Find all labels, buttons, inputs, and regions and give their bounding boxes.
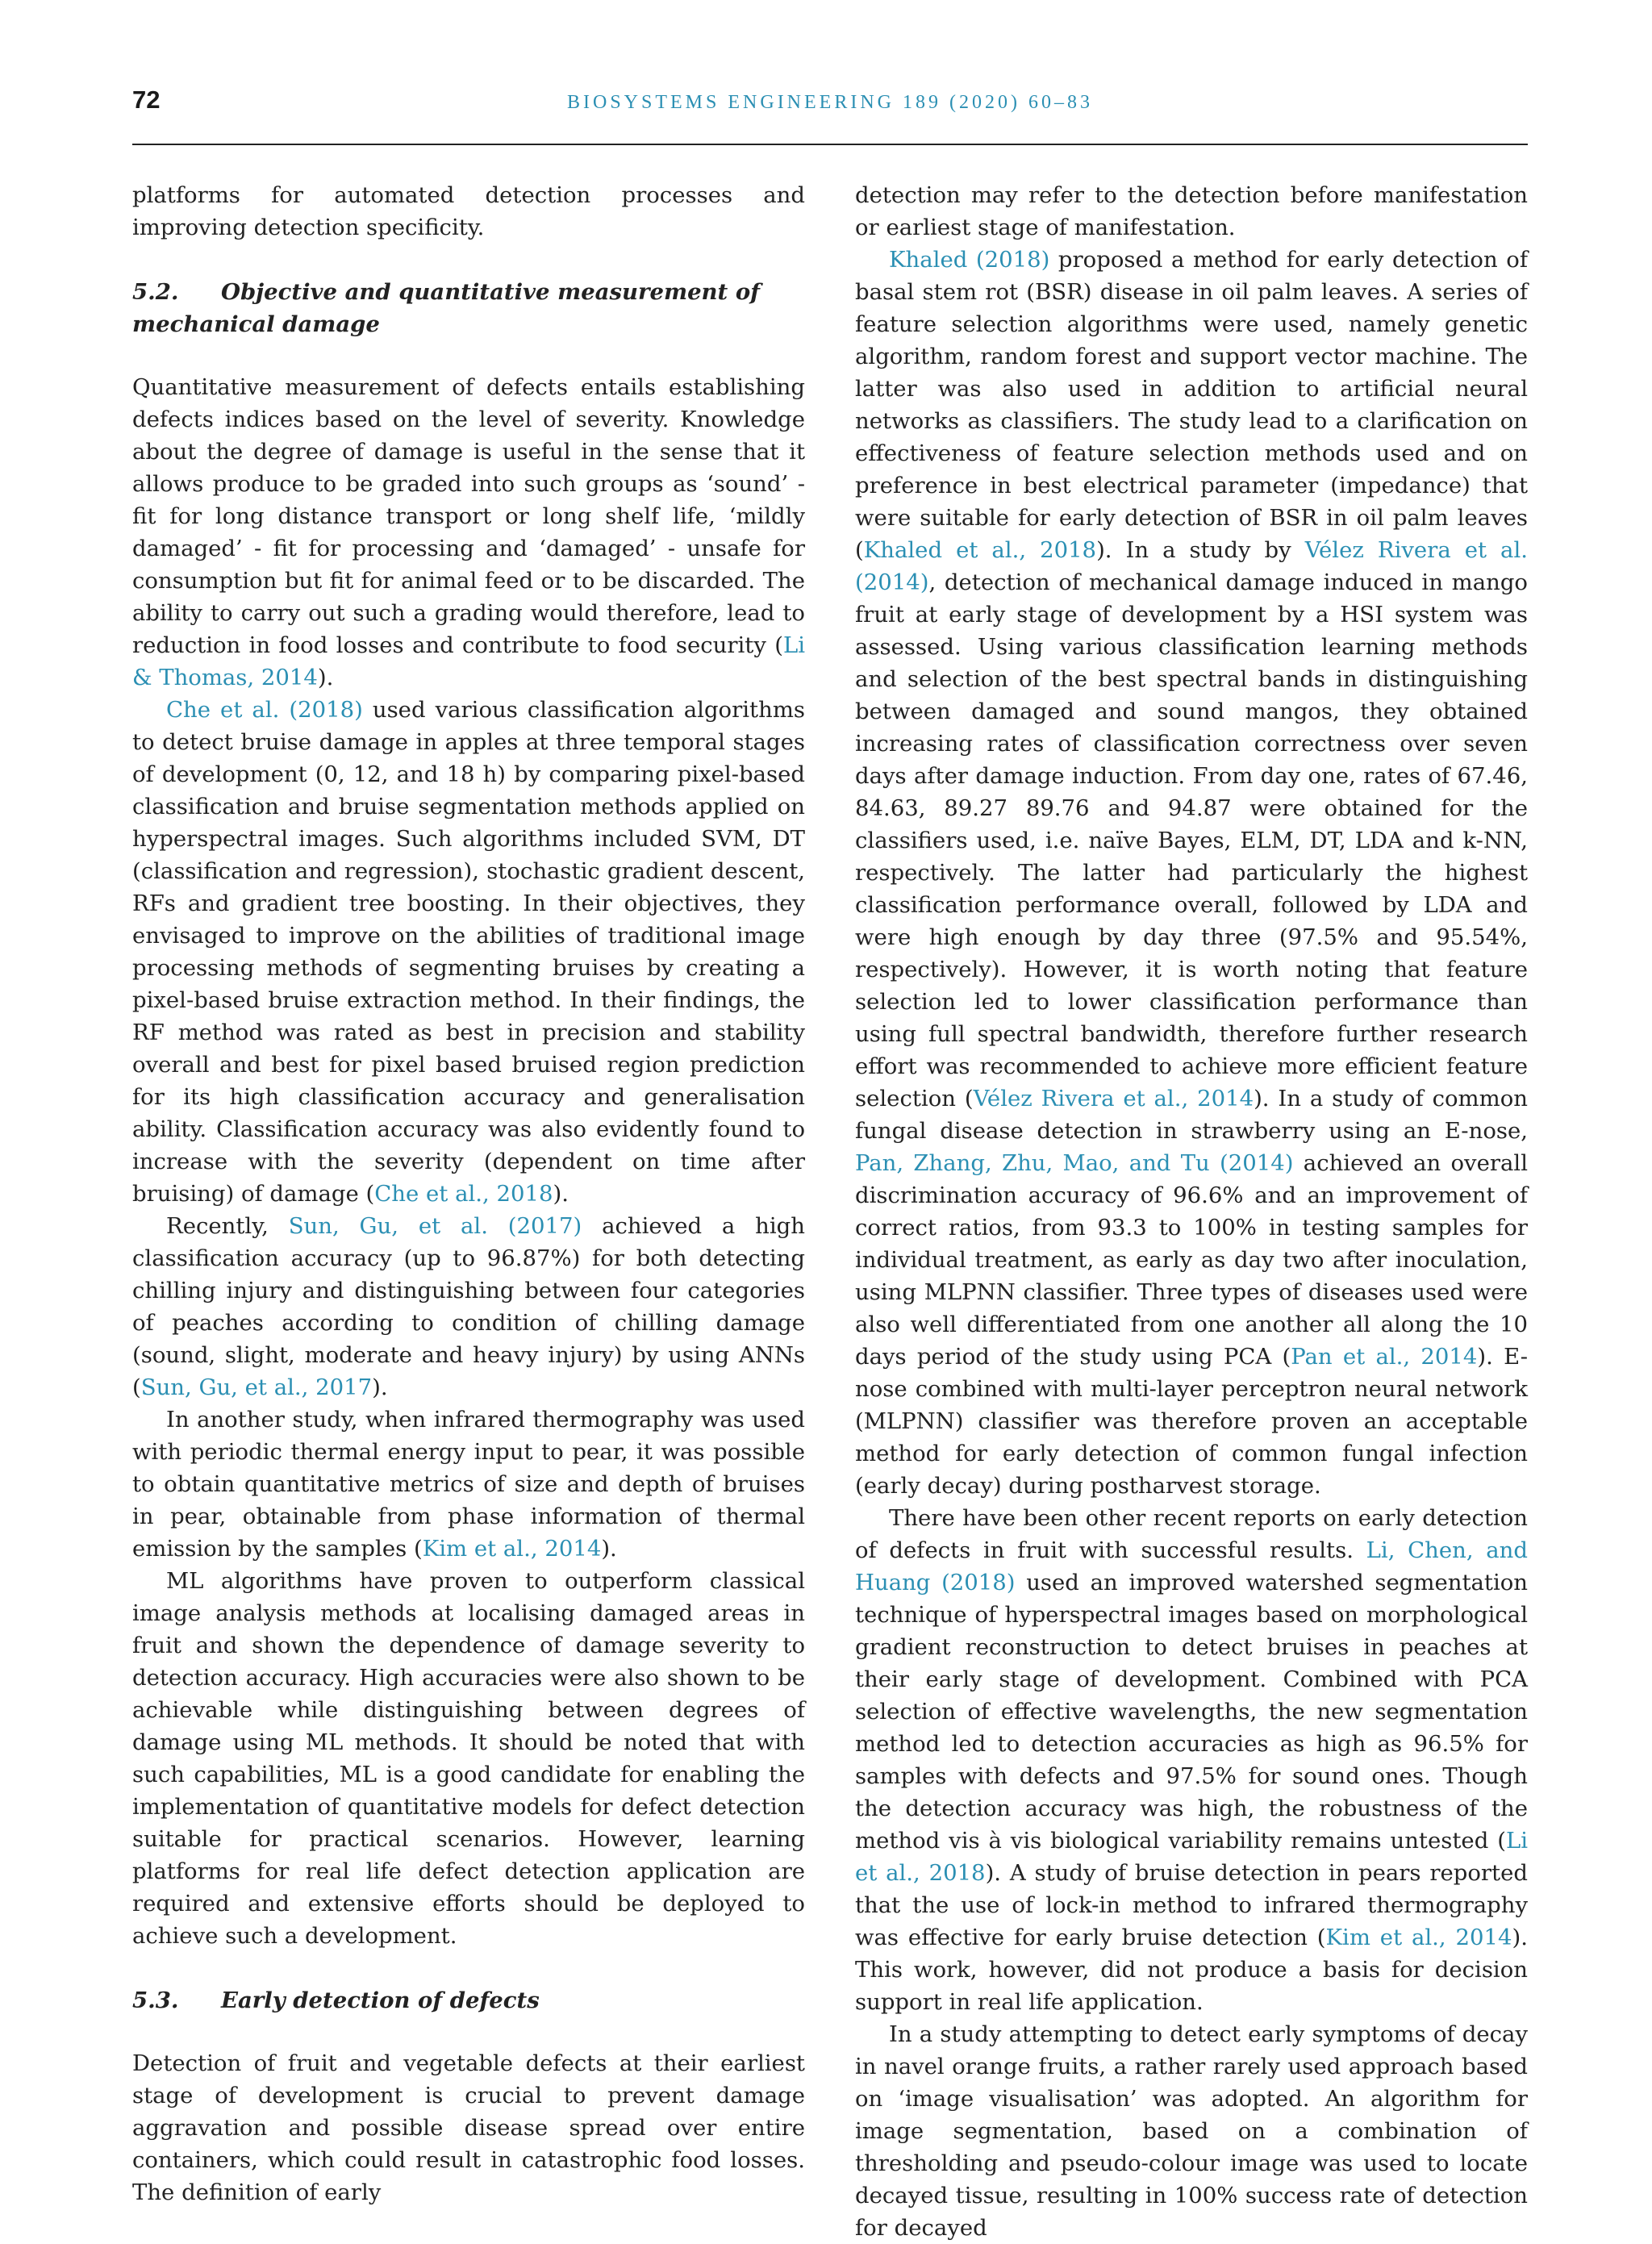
citation-link[interactable]: Che et al., 2018 (374, 1181, 553, 1207)
page-number: 72 (132, 86, 161, 114)
citation-link[interactable]: Che et al. (2018) (166, 697, 363, 723)
page-header (132, 77, 1528, 145)
citation-link[interactable]: Sun, Gu, et al. (2017) (288, 1213, 582, 1239)
citation-link[interactable]: Pan et al., 2014 (1291, 1344, 1478, 1370)
paragraph: Recently, Sun, Gu, et al. (2017) achieved a high classification accuracy (up to 96.87%) for both detecting chilling injury and distinguishing between four categories of peaches according to condition of chilling damage (sound, slight, moderate and heavy injury) by using ANNs (Sun, Gu, et al., 2017). (132, 1213, 805, 1400)
section-heading-5-2 (132, 276, 805, 340)
paragraph: ML algorithms have proven to outperform classical image analysis methods at localising damaged areas in fruit and shown the dependence of damage severity to detection accuracy. High accuracies were also shown to be achievable while distinguishing between degrees of damage using ML methods. It should be noted that with such capabilities, ML is a good candidate for enabling the implementation of quantitative models for defect detection suitable for practical scenarios. However, learning platforms for real life defect detection application are required and extensive efforts should be deployed to achieve such a development. (132, 1568, 805, 1949)
citation-link[interactable]: Li & Thomas, 2014 (132, 632, 805, 690)
citation-link[interactable]: Li, Chen, and Huang (2018) (855, 1537, 1528, 1595)
paragraph: Khaled (2018) proposed a method for early detection of basal stem rot (BSR) disease in oil palm leaves. A series of feature selection algorithms were used, namely genetic algorithm, random forest and support vector machine. The latter was also used in addition to artificial neural networks as classifiers. The study lead to a clarification on effectiveness of feature selection methods used and on preference in best electrical parameter (impedance) that were suitable for early detection of BSR in oil palm leaves (Khaled et al., 2018). In a study by Vélez Rivera et al. (2014), detection of mechanical damage induced in mango fruit at early stage of development by a HSI system was assessed. Using various classification learning methods and selection of the best spectral bands in distinguishing between damaged and sound mangos, they obtained increasing rates of classification correctness over seven days after damage induction. From day one, rates of 67.46, 84.63, 89.27 89.76 and 94.87 were obtained for the classifiers used, i.e. naïve Bayes, ELM, DT, LDA and k-NN, respectively. The latter had particularly the highest classification performance overall, followed by LDA and were high enough by day three (97.5% and 95.54%, respectively). However, it is worth noting that feature selection led to lower classification performance than using full spectral bandwidth, therefore further research effort was recommended to achieve more efficient feature selection (Vélez Rivera et al., 2014). In a study of common fungal disease detection in strawberry using an E-nose, Pan, Zhang, Zhu, Mao, and Tu (2014) achieved an overall discrimination accuracy of 96.6% and an improvement of correct ratios, from 93.3 to 100% in testing samples for individual treatment, as early as day two after inoculation, using MLPNN classifier. Three types of diseases used were also well differentiated from one another all along the 10 days period of the study using PCA (Pan et al., 2014). E-nose combined with multi-layer perceptron neural network (MLPNN) classifier was therefore proven an acceptable method for early detection of common fungal infection (early decay) during postharvest storage. (855, 247, 1529, 1499)
paragraph: In another study, when infrared thermography was used with periodic thermal energy input to pear, it was possible to obtain quantitative metrics of size and depth of bruises in pear, obtainable from phase information of thermal emission by the samples (Kim et al., 2014). (132, 1407, 805, 1562)
paragraph: There have been other recent reports on early detection of defects in fruit with successful results. Li, Chen, and Huang (2018) used an improved watershed segmentation technique of hyperspectral images based on morphological gradient reconstruction to detect bruises in peaches at their early stage of development. Combined with PCA selection of effective wavelengths, the new segmentation method led to detection accuracies as high as 96.5% for samples with defects and 97.5% for sound ones. Though the detection accuracy was high, the robustness of the method vis à vis biological variability remains untested (Li et al., 2018). A study of bruise detection in pears reported that the use of lock-in method to infrared thermography was effective for early bruise detection (Kim et al., 2014). This work, however, did not produce a basis for decision support in real life application. (855, 1505, 1529, 2015)
section-title: Objective and quantitative measurement of mechanical damage (132, 279, 761, 337)
citation-link[interactable]: Li et al., 2018 (855, 1828, 1528, 1886)
citation-link[interactable]: Khaled (2018) (889, 247, 1050, 273)
citation-link[interactable]: Kim et al., 2014 (422, 1536, 602, 1562)
section-heading-5-3 (132, 1984, 805, 2017)
left-column (132, 179, 805, 2209)
section-number: 5.3. (132, 1987, 179, 2013)
citation-link[interactable]: Vélez Rivera et al., 2014 (973, 1086, 1254, 1112)
section-number: 5.2. (132, 279, 179, 305)
section-title: Early detection of defects (221, 1987, 540, 2013)
paragraph: Quantitative measurement of defects entails establishing defects indices based on the level of severity. Knowledge about the degree of damage is useful in the sense that it allows produce to be graded into such groups as ‘sound’ - fit for long distance transport or long shelf life, ‘mildly damaged’ - fit for processing and ‘damaged’ - unsafe for consumption but fit for animal feed or to be discarded. The ability to carry out such a grading would therefore, lead to reduction in food losses and contribute to food security (Li & Thomas, 2014). (132, 374, 805, 690)
citation-link[interactable]: Sun, Gu, et al., 2017 (140, 1374, 373, 1400)
paragraph: detection may refer to the detection before manifestation or earliest stage of manifestation. (855, 182, 1528, 240)
paragraph: platforms for automated detection processes and improving detection specificity. (132, 182, 805, 240)
paragraph: In a study attempting to detect early symptoms of decay in navel orange fruits, a rather rarely used approach based on ‘image visualisation’ was adopted. An algorithm for image segmentation, based on a combination of thresholding and pseudo-colour image was used to locate decayed tissue, resulting in 100% success rate of detection for decayed (855, 2021, 1528, 2241)
paragraph: Detection of fruit and vegetable defects at their earliest stage of development is crucial to prevent damage aggravation and possible disease spread over entire containers, which could result in catastrophic food losses. The definition of early (132, 2050, 805, 2205)
citation-link[interactable]: Khaled et al., 2018 (863, 537, 1097, 563)
journal-title: BIOSYSTEMS ENGINEERING 189 (2020) 60–83 (567, 92, 1093, 113)
citation-link[interactable]: Kim et al., 2014 (1325, 1925, 1512, 1950)
right-column (855, 179, 1528, 2244)
paragraph: Che et al. (2018) used various classification algorithms to detect bruise damage in apples at three temporal stages of development (0, 12, and 18 h) by comparing pixel-based classification and bruise segmentation methods applied on hyperspectral images. Such algorithms included SVM, DT (classification and regression), stochastic gradient descent, RFs and gradient tree boosting. In their objectives, they envisaged to improve on the abilities of traditional image processing methods of segmenting bruises by creating a pixel-based bruise extraction method. In their findings, the RF method was rated as best in precision and stability overall and best for pixel based bruised region prediction for its high classification accuracy and generalisation ability. Classification accuracy was also evidently found to increase with the severity (dependent on time after bruising) of damage (Che et al., 2018). (132, 697, 806, 1207)
citation-link[interactable]: Vélez Rivera et al. (2014) (855, 537, 1528, 595)
citation-link[interactable]: Pan, Zhang, Zhu, Mao, and Tu (2014) (855, 1150, 1294, 1176)
